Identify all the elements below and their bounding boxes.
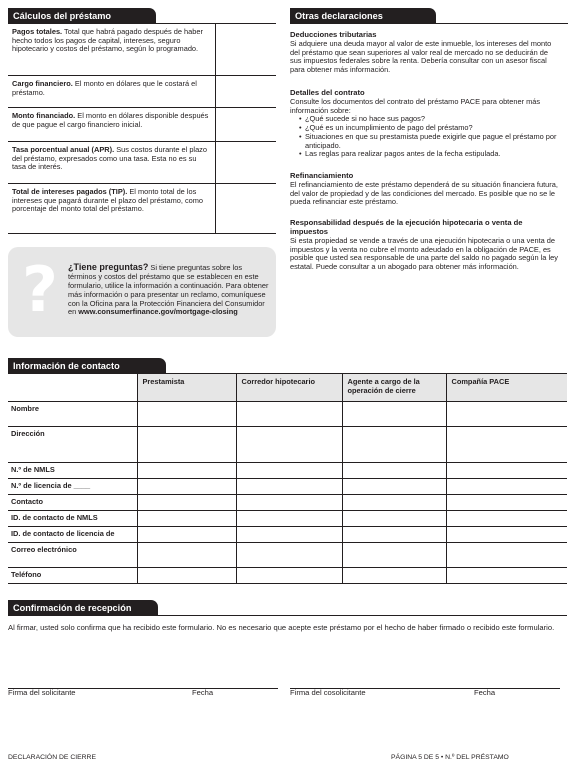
input-cell[interactable] <box>342 401 446 426</box>
contract-intro: Consulte los documentos del contrato del préstamo PACE para obtener más información sobre: <box>290 96 541 115</box>
questions-text <box>68 262 270 317</box>
input-cell[interactable] <box>137 510 236 526</box>
table-row <box>8 542 567 567</box>
row-label-name: Nombre <box>8 401 137 426</box>
input-cell[interactable] <box>446 426 567 462</box>
calc-row-tip <box>8 184 276 234</box>
row-label-phone: Teléfono <box>8 567 137 583</box>
column-settlement-agent: Agente a cargo de la operación de cierre <box>342 374 446 401</box>
input-cell[interactable] <box>137 426 236 462</box>
refi-body: El refinanciamiento de este préstamo dependerá de su situación financiera futura, del valor de propiedad y de las condiciones del mercado. Es posible que no se le pueda refinanciar este préstamo. <box>290 179 558 207</box>
input-cell[interactable] <box>446 567 567 583</box>
contact-corner-cell <box>8 374 137 401</box>
coapplicant-signature-label: Firma del cosolicitante <box>290 688 366 697</box>
contract-heading: Detalles del contrato <box>290 88 365 97</box>
coapplicant-date-label: Fecha <box>474 688 496 697</box>
contract-list <box>290 115 560 159</box>
table-row <box>8 478 567 494</box>
table-row <box>8 510 567 526</box>
receipt-body: Al firmar, usted solo confirma que ha recibido este formulario. No es necesario que acepte este préstamo por el hecho de haber firmado o recibido este formulario. <box>8 623 555 632</box>
table-row <box>8 526 567 542</box>
table-row <box>8 567 567 583</box>
input-cell[interactable] <box>137 462 236 478</box>
questions-box <box>8 247 276 337</box>
input-cell[interactable] <box>342 542 446 567</box>
input-cell[interactable] <box>342 462 446 478</box>
input-cell[interactable] <box>137 526 236 542</box>
other-disclosures-header: Otras declaraciones <box>290 8 436 24</box>
table-row <box>8 462 567 478</box>
section-tax-deductions <box>290 31 560 75</box>
tax-heading: Deducciones tributarias <box>290 30 377 39</box>
input-cell[interactable] <box>236 426 342 462</box>
tax-body: Si adquiere una deuda mayor al valor de este inmueble, los intereses del monto del préstamo que sean superiores al valor real de mercado no se deducirán de sus impuestos federales sobre la renta. Debería consultar con un asesor fiscal para obtener más información. <box>290 38 552 75</box>
table-row <box>8 494 567 510</box>
calc-value-divider <box>215 76 216 107</box>
input-cell[interactable] <box>236 567 342 583</box>
input-cell[interactable] <box>137 478 236 494</box>
input-cell[interactable] <box>342 510 446 526</box>
loan-calculations-header: Cálculos del préstamo <box>8 8 156 24</box>
input-cell[interactable] <box>446 494 567 510</box>
applicant-signature-label: Firma del solicitante <box>8 688 76 697</box>
input-cell[interactable] <box>236 478 342 494</box>
input-cell[interactable] <box>137 401 236 426</box>
table-row <box>8 401 567 426</box>
foreclosure-body: Si esta propiedad se vende a través de una ejecución hipotecaria o una venta de impuestos y la venta no cubre el monto adeudado en la obligación de PACE, es posible que usted sea responsable de una parte del saldo no pagado según la ley estatal. Puede consultar a un abogado para obtener más información. <box>290 235 558 272</box>
calc-row-text: Total de intereses pagados (TIP). El monto total de los intereses que pagará durante el plazo del préstamo, como porcentaje del monto total del préstamo. <box>12 187 204 214</box>
calc-row-text: Monto financiado. El monto en dólares disponible después de que pague el cargo financiero inicial. <box>12 111 209 129</box>
other-header-rule <box>290 23 568 24</box>
input-cell[interactable] <box>236 462 342 478</box>
column-lender: Prestamista <box>137 374 236 401</box>
calc-row-text: Tasa porcentual anual (APR). Sus costos durante el plazo del préstamo, expresados como una tasa. Esta no es su tasa de interés. <box>12 145 207 172</box>
input-cell[interactable] <box>342 478 446 494</box>
section-foreclosure <box>290 219 560 272</box>
calc-value-divider <box>215 108 216 141</box>
table-row <box>8 426 567 462</box>
footer-page-number: PÁGINA 5 DE 5 • N.º DEL PRÉSTAMO <box>391 754 509 761</box>
list-item: • Las reglas para realizar pagos antes de la fecha estipulada. <box>299 150 560 159</box>
receipt-header: Confirmación de recepción <box>8 600 158 616</box>
list-item: • ¿Qué es un incumplimiento de pago del préstamo? <box>299 124 560 133</box>
foreclosure-heading: Responsabilidad después de la ejecución hipotecaria o venta de impuestos <box>290 218 523 236</box>
contact-table <box>8 374 567 584</box>
input-cell[interactable] <box>236 494 342 510</box>
input-cell[interactable] <box>342 567 446 583</box>
input-cell[interactable] <box>236 510 342 526</box>
list-item: • Situaciones en que su prestamista puede exigirle que pague el préstamo por anticipado. <box>299 133 560 150</box>
input-cell[interactable] <box>236 401 342 426</box>
row-label-contact-nmls: ID. de contacto de NMLS <box>8 510 137 526</box>
calc-row-apr <box>8 142 276 184</box>
row-label-nmls: N.º de NMLS <box>8 462 137 478</box>
row-label-address: Dirección <box>8 426 137 462</box>
column-mortgage-broker: Corredor hipotecario <box>236 374 342 401</box>
input-cell[interactable] <box>236 542 342 567</box>
receipt-header-rule <box>8 615 567 616</box>
input-cell[interactable] <box>446 462 567 478</box>
input-cell[interactable] <box>137 494 236 510</box>
contact-info-header: Información de contacto <box>8 358 166 374</box>
input-cell[interactable] <box>446 526 567 542</box>
input-cell[interactable] <box>342 526 446 542</box>
calc-row-text: Cargo financiero. El monto en dólares que le costará el préstamo. <box>12 79 197 97</box>
input-cell[interactable] <box>342 494 446 510</box>
row-label-license: N.º de licencia de ____ <box>8 478 137 494</box>
input-cell[interactable] <box>137 567 236 583</box>
questions-body: Si tiene preguntas sobre los términos y costos del préstamo que se establecen en este formulario, utilice la información a continuación. Para obtener más información o para presentar un reclamo, comuníquese con la Oficina para la Protección Financiera del Consumidor en <box>68 263 269 317</box>
input-cell[interactable] <box>236 526 342 542</box>
calc-value-divider <box>215 24 216 75</box>
section-contract-details <box>290 89 560 159</box>
row-label-email: Correo electrónico <box>8 542 137 567</box>
input-cell[interactable] <box>342 426 446 462</box>
input-cell[interactable] <box>446 401 567 426</box>
list-item: • ¿Qué sucede si no hace sus pagos? <box>299 115 560 124</box>
row-label-contact: Contacto <box>8 494 137 510</box>
calc-value-divider <box>215 184 216 233</box>
questions-title: ¿Tiene preguntas? <box>68 262 149 272</box>
refi-heading: Refinanciamiento <box>290 171 354 180</box>
input-cell[interactable] <box>446 542 567 567</box>
calc-value-divider <box>215 142 216 183</box>
calc-row-total-payments <box>8 24 276 76</box>
input-cell[interactable] <box>446 510 567 526</box>
row-label-contact-license: ID. de contacto de licencia de <box>8 526 137 542</box>
input-cell[interactable] <box>137 542 236 567</box>
input-cell[interactable] <box>446 478 567 494</box>
calc-row-finance-charge <box>8 76 276 108</box>
cfpb-link[interactable]: www.consumerfinance.gov/mortgage-closing <box>78 307 238 317</box>
calc-row-text: Pagos totales. Total que habrá pagado después de haber hecho todos los pagos de capital, intereses, seguro hipotecario y costos del préstamo, según lo programado. <box>12 27 203 54</box>
column-pace-company: Compañía PACE <box>446 374 567 401</box>
question-mark-icon: ? <box>22 253 58 326</box>
calc-row-amount-financed <box>8 108 276 142</box>
applicant-date-label: Fecha <box>192 688 214 697</box>
footer-doc-title: DECLARACIÓN DE CIERRE <box>8 754 96 761</box>
section-refinancing <box>290 172 560 207</box>
